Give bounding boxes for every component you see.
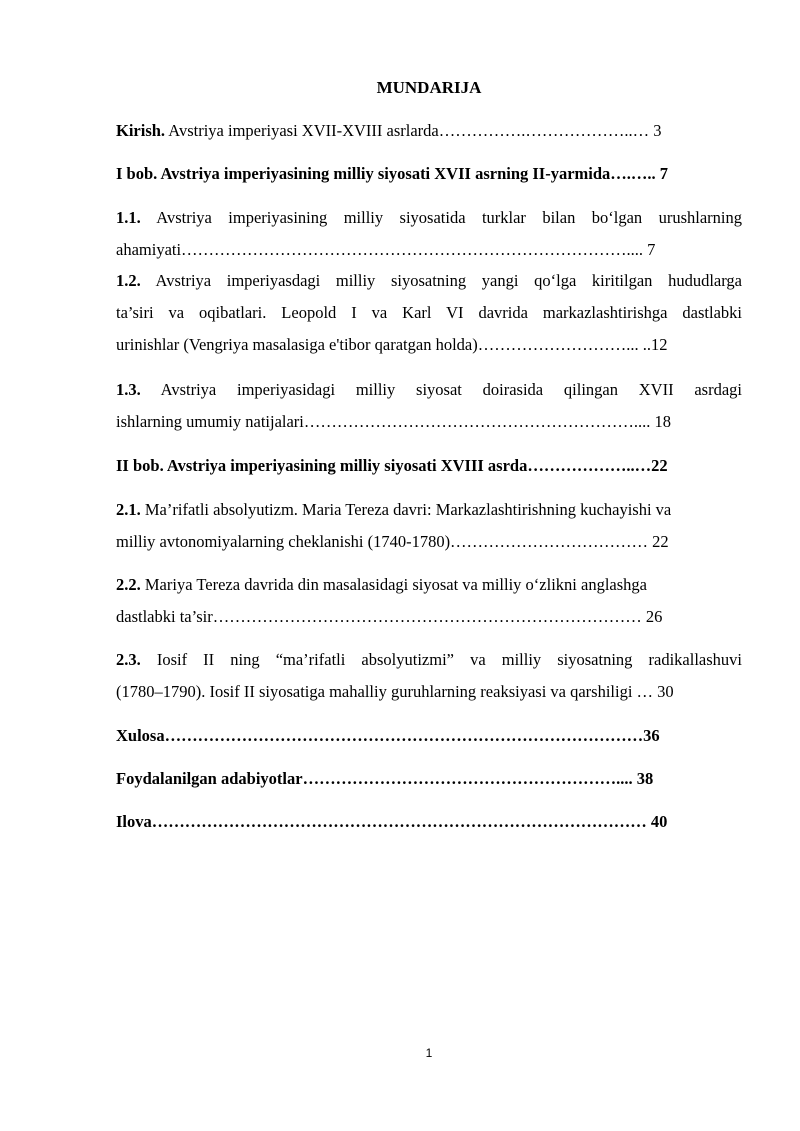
- toc-entry-2-1[interactable]: [116, 494, 742, 558]
- toc-entry-label: Xulosa……………………………………………………………………………36: [116, 726, 660, 745]
- toc-entry-label: 1.3.: [116, 380, 141, 399]
- toc-entry-bibliography[interactable]: [116, 763, 742, 795]
- toc-entry-text: dastlabki ta’sir…………………………………………………………………… 26: [116, 607, 663, 626]
- toc-entry-label: I bob. Avstriya imperiyasining milliy siyosati XVII asrning II-yarmida….….. 7: [116, 164, 669, 183]
- toc-entry-xulosa[interactable]: [116, 720, 742, 752]
- toc-entry-text: ta’siri va oqibatlari. Leopold I va Karl VI davrida markazlashtirishga dastlabki: [116, 303, 742, 322]
- toc-entry-label: 1.1.: [116, 208, 141, 227]
- toc-entry-text: ahamiyati……………………………………………………………………….... 7: [116, 240, 656, 259]
- toc-entry-text: Avstriya imperiyasidagi milliy siyosat doirasida qilingan XVII asrdagi: [160, 380, 743, 399]
- toc-entry-ilova[interactable]: [116, 806, 742, 838]
- toc-entry-label: 1.2.: [116, 271, 141, 290]
- page-title: MUNDARIJA: [376, 78, 482, 97]
- toc-entry-text: Mariya Tereza davrida din masalasidagi siyosat va milliy o‘zlikni anglashga: [144, 575, 647, 594]
- toc-entry-text: milliy avtonomiyalarning cheklanishi (1740-1780)……………………………… 22: [116, 532, 669, 551]
- toc-entry-kirish[interactable]: [116, 115, 742, 147]
- toc-entry-label: Foydalanilgan adabiyotlar………………………………………………….... 38: [116, 769, 654, 788]
- toc-entry-label: 2.1.: [116, 500, 141, 519]
- toc-entry-text: ishlarning umumiy natijalari…………………………………………………….... 18: [116, 412, 672, 431]
- toc-entry-1-3[interactable]: [116, 374, 742, 438]
- page-number: 1: [425, 1046, 433, 1060]
- toc-entry-label: Ilova……………………………………………………………………………… 40: [116, 812, 668, 831]
- toc-entry-2-3[interactable]: [116, 644, 742, 708]
- toc-entry-text: Ma’rifatli absolyutizm. Maria Tereza davri: Markazlashtirishning kuchayishi va: [144, 500, 672, 519]
- toc-entry-text: Avstriya imperiyasi XVII-XVIII asrlarda…………….………………..… 3: [168, 121, 662, 140]
- toc-entry-text: Avstriya imperiyasining milliy siyosatida turklar bilan bo‘lgan urushlarning: [156, 208, 742, 227]
- toc-entry-text: Iosif II ning “ma’rifatli absolyutizmi” va milliy siyosatning radikallashuvi: [156, 650, 742, 669]
- toc-entry-chapter-2[interactable]: [116, 450, 742, 482]
- toc-entry-2-2[interactable]: [116, 569, 742, 633]
- toc-entry-text: (1780–1790). Iosif II siyosatiga mahalliy guruhlarning reaksiyasi va qarshiligi … 30: [116, 682, 674, 701]
- toc-entry-text: urinishlar (Vengriya masalasiga e'tibor qaratgan holda)………………………... ..12: [116, 335, 668, 354]
- toc-entry-1-1[interactable]: [116, 202, 742, 266]
- toc-entry-label: 2.3.: [116, 650, 141, 669]
- toc-entry-1-2[interactable]: [116, 265, 742, 361]
- toc-entry-text: Avstriya imperiyasdagi milliy siyosatning yangi qo‘lga kiritilgan hududlarga: [155, 271, 742, 290]
- toc-entry-label: Kirish.: [116, 121, 166, 140]
- toc-entry-chapter-1[interactable]: [116, 158, 742, 190]
- toc-entry-label: II bob. Avstriya imperiyasining milliy siyosati XVIII asrda………………..…22: [116, 456, 668, 475]
- toc-entry-label: 2.2.: [116, 575, 141, 594]
